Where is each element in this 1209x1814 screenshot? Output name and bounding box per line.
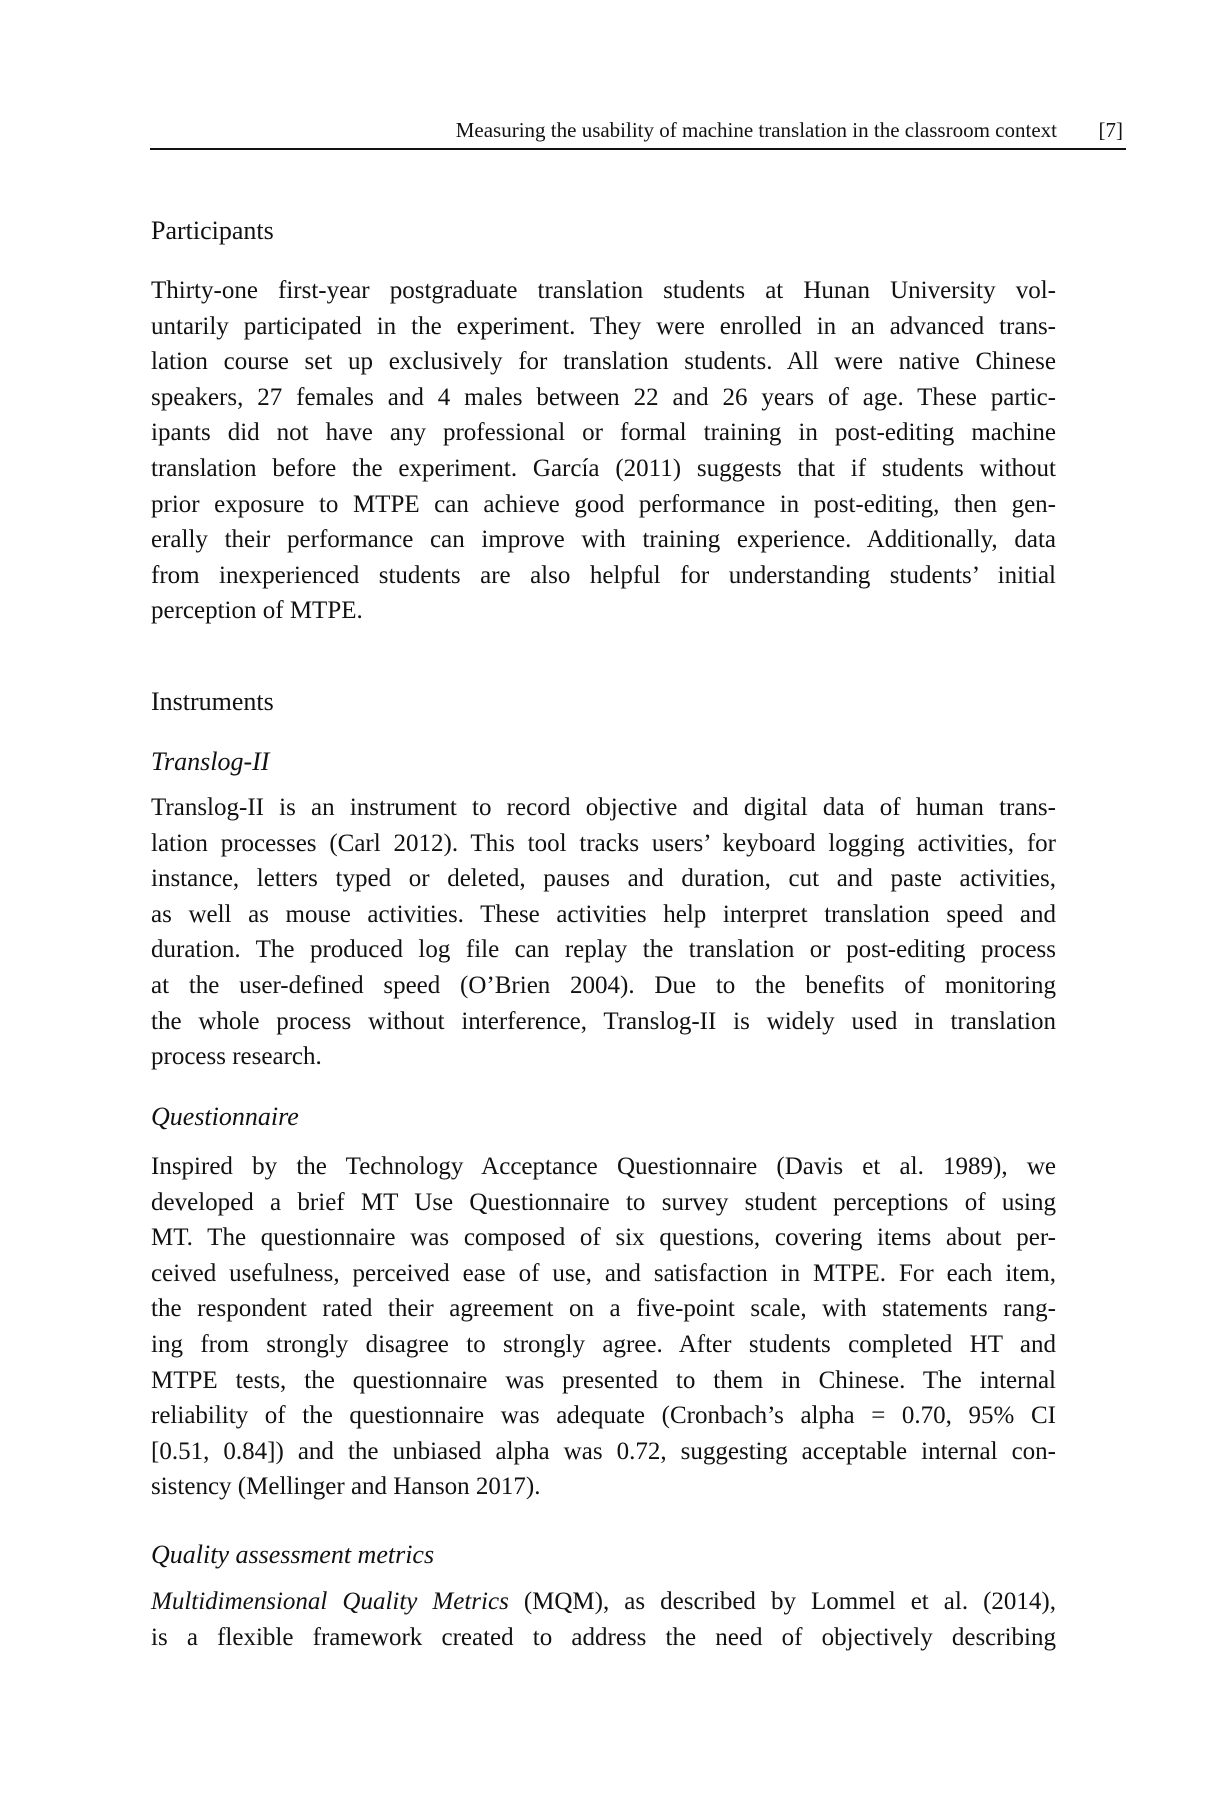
text-line: MT. The questionnaire was composed of six questions, covering items about per-: [151, 1224, 1056, 1252]
text-line: Translog-II is an instrument to record objective and digital data of human trans-: [151, 794, 1056, 821]
text-line: the respondent rated their agreement on a five-point scale, with statements rang-: [151, 1295, 1056, 1323]
text-line: lation processes (Carl 2012). This tool tracks users’ keyboard logging activities, for: [151, 829, 1056, 857]
text-line: developed a brief MT Use Questionnaire to survey student perceptions of using: [151, 1188, 1056, 1216]
running-head: [150, 116, 1126, 144]
text-line: [0.51, 0.84]) and the unbiased alpha was 0.72, suggesting acceptable internal con-: [151, 1437, 1056, 1465]
paragraph-translog: [151, 790, 1056, 1075]
paragraph-participants: [151, 273, 1056, 629]
text-line: the whole process without interference, Translog-II is widely used in translation: [151, 1007, 1056, 1035]
text-line: ing from strongly disagree to strongly agree. After students completed HT and: [151, 1330, 1056, 1358]
page-number: [7]: [1098, 118, 1123, 142]
text-line: prior exposure to MTPE can achieve good performance in post-editing, then gen-: [151, 490, 1056, 518]
paragraph-quality-metrics: [151, 1584, 1056, 1655]
text-line: untarily participated in the experiment. They were enrolled in an advanced trans-: [151, 312, 1056, 340]
header-rule: [150, 148, 1126, 150]
section-heading-participants: Participants: [151, 216, 274, 245]
text-line: perception of MTPE.: [151, 597, 363, 625]
text-line: speakers, 27 females and 4 males between 22 and 26 years of age. These partic-: [151, 383, 1056, 411]
running-head-title: Measuring the usability of machine translation in the classroom context: [455, 118, 1057, 142]
subsection-heading-questionnaire: Questionnaire: [151, 1102, 299, 1131]
text-line: translation before the experiment. García (2011) suggests that if students without: [151, 454, 1056, 482]
text-line: reliability of the questionnaire was adequate (Cronbach’s alpha = 0.70, 95% CI: [151, 1402, 1056, 1430]
subsection-heading-translog: Translog-II: [151, 747, 270, 776]
text-line: ipants did not have any professional or formal training in post-editing machine: [151, 419, 1056, 447]
subsection-heading-quality-metrics: Quality assessment metrics: [151, 1540, 435, 1569]
term-mqm: Multidimensional Quality Metrics: [151, 1588, 509, 1615]
text-line: erally their performance can improve with training experience. Additionally, data: [151, 526, 1056, 554]
text-line: process research.: [151, 1043, 322, 1071]
text-line: is a flexible framework created to address the need of objectively describing: [151, 1623, 1056, 1651]
text-line: ceived usefulness, perceived ease of use, and satisfaction in MTPE. For each item,: [151, 1259, 1056, 1287]
text-line: instance, letters typed or deleted, pauses and duration, cut and paste activities,: [151, 865, 1056, 893]
text-segment: (MQM), as described by Lommel et al. (2014),: [508, 1588, 1056, 1615]
text-line: sistency (Mellinger and Hanson 2017).: [151, 1473, 541, 1501]
paragraph-questionnaire: [151, 1149, 1056, 1505]
text-line: MTPE tests, the questionnaire was presented to them in Chinese. The internal: [151, 1366, 1056, 1394]
text-line: at the user-defined speed (O’Brien 2004). Due to the benefits of monitoring: [151, 971, 1056, 999]
section-heading-instruments: Instruments: [151, 687, 274, 716]
text-line: as well as mouse activities. These activities help interpret translation speed and: [151, 900, 1056, 928]
text-line: lation course set up exclusively for translation students. All were native Chinese: [151, 348, 1056, 376]
text-line: Inspired by the Technology Acceptance Questionnaire (Davis et al. 1989), we: [151, 1153, 1056, 1180]
text-line: Thirty-one first-year postgraduate translation students at Hunan University vol-: [151, 277, 1056, 304]
text-line: [151, 1584, 1056, 1620]
text-line: duration. The produced log file can replay the translation or post-editing process: [151, 936, 1056, 964]
text-line: from inexperienced students are also helpful for understanding students’ initial: [151, 561, 1056, 589]
